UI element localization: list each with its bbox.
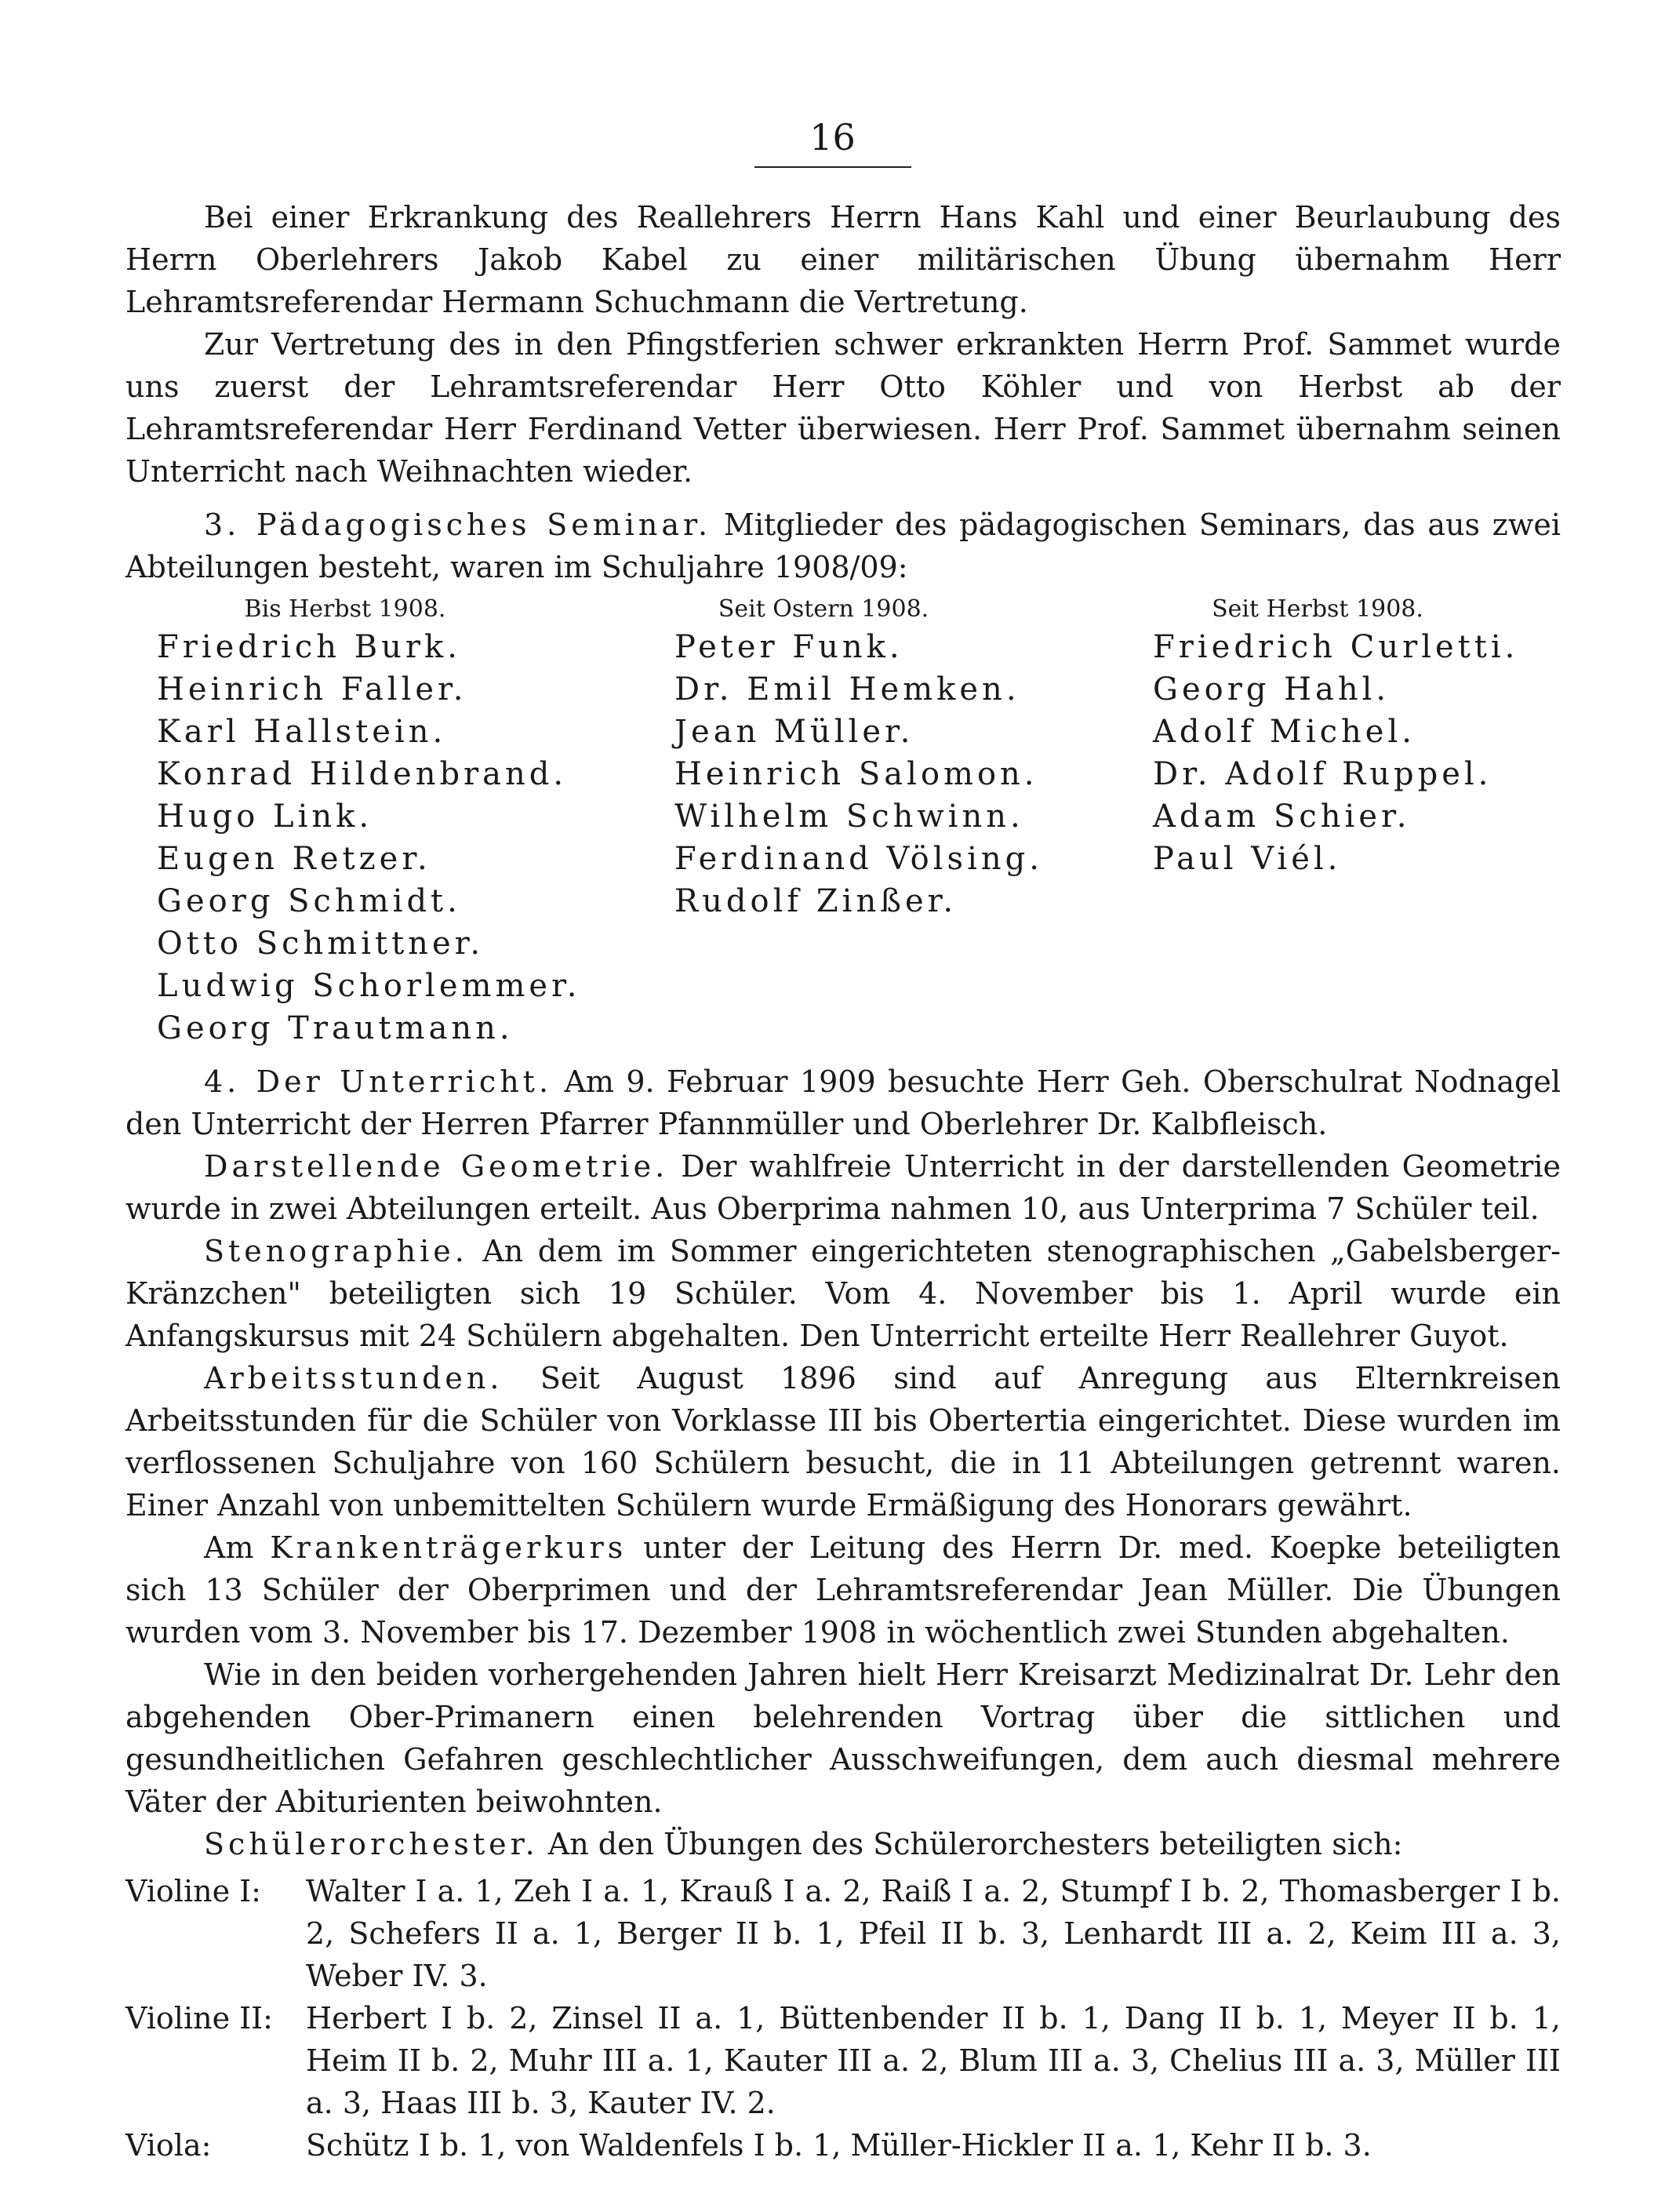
geometrie-text: Der wahlfreie Unterricht in der darstellenden Geometrie wurde in zwei Abteilungen erteilt. Aus Oberprima nahmen 10, aus Unterprima 7 Schüler teil.: [125, 1149, 1561, 1226]
orchester-text: An den Übungen des Schülerorchesters beteiligten sich:: [547, 1827, 1403, 1861]
seminar-text: Mitglieder des pädagogischen Seminars, das aus zwei Abteilungen besteht, waren im Schuljahre 1908/09:: [125, 508, 1561, 584]
instrument-label: Viola:: [125, 2128, 212, 2163]
paragraph-orchester: [125, 1823, 1561, 1865]
member-name: Hugo Link.: [157, 799, 373, 835]
paragraph-arbeitsstunden: [125, 1357, 1561, 1526]
seminar-column-bis-herbst: [125, 593, 674, 1050]
section-heading-seminar: 3. Pädagogisches Seminar.: [204, 508, 712, 542]
orchestra-row-viola: [125, 2124, 1561, 2167]
unterricht-text: Am 9. Februar 1909 besuchte Herr Geh. Oberschulrat Nodnagel den Unterricht der Herren Pfarrer Pfannmüller und Oberlehrer Dr. Kalbfleisch.: [125, 1064, 1561, 1141]
member-name: Jean Müller.: [674, 714, 914, 750]
instrument-players: Schütz I b. 1, von Waldenfels I b. 1, Müller-Hickler II a. 1, Kehr II b. 3.: [306, 2128, 1372, 2163]
arbeitsstunden-text: Seit August 1896 sind auf Anregung aus Elternkreisen Arbeitsstunden für die Schüler von Vorklasse III bis Obertertia eingerichtet. Diese wurden im verflossenen Schuljahre von 160 Schülern besucht, die in 11 Abteilungen getrennt waren. Einer Anzahl von unbemittelten Schülern wurde Ermäßigung des Honorars gewährt.: [125, 1361, 1561, 1523]
member-name: Ludwig Schorlemmer.: [157, 968, 581, 1004]
column-heading: Bis Herbst 1908.: [244, 595, 446, 623]
section-heading-orchester: Schülerorchester.: [204, 1827, 539, 1861]
member-name: Wilhelm Schwinn.: [674, 799, 1024, 835]
section-heading-arbeitsstunden: Arbeitsstunden.: [204, 1361, 503, 1395]
member-name: Konrad Hildenbrand.: [157, 756, 568, 792]
member-name: Georg Hahl.: [1153, 671, 1391, 708]
paragraph-vortrag: Wie in den beiden vorhergehenden Jahren hielt Herr Kreisarzt Medizinalrat Dr. Lehr den abgehenden Ober-Primanern einen belehrenden Vortrag über die sittlichen und gesundheitlichen Gefahren geschlechtlicher Ausschweifungen, dem auch diesmal mehrere Väter der Abiturienten beiwohnten.: [125, 1657, 1561, 1819]
member-name: Heinrich Faller.: [157, 671, 467, 708]
instrument-players: Walter I a. 1, Zeh I a. 1, Krauß I a. 2, Raiß I a. 2, Stumpf I b. 2, Thomasberger I b. 2, Schefers II a. 1, Berger II b. 1, Pfeil II b. 3, Lenhardt III a. 2, Keim III a. 3, Weber IV. 3.: [306, 1874, 1561, 1993]
seminar-column-seit-ostern: [674, 593, 1153, 1050]
section-heading-unterricht: 4. Der Unterricht.: [204, 1064, 553, 1099]
member-name: Dr. Emil Hemken.: [674, 671, 1020, 708]
paragraph-stenographie: [125, 1230, 1561, 1357]
orchestra-row-violine-2: [125, 1997, 1561, 2124]
seminar-column-seit-herbst: [1153, 593, 1561, 1050]
page-body: [125, 196, 1561, 2167]
member-name: Karl Hallstein.: [157, 714, 447, 750]
member-name: Georg Schmidt.: [157, 883, 461, 919]
member-name: Friedrich Curletti.: [1153, 629, 1519, 665]
member-name: Otto Schmittner.: [157, 926, 485, 962]
section-heading-krankentraeger: Krankenträgerkurs: [270, 1530, 627, 1565]
column-heading: Seit Herbst 1908.: [1212, 595, 1423, 623]
krankentraeger-text: unter der Leitung des Herrn Dr. med. Koepke beteiligten sich 13 Schüler der Oberprimen und der Lehramtsreferendar Jean Müller. Die Übungen wurden vom 3. November bis 17. Dezember 1908 in wöchentlich zwei Stunden abgehalten.: [125, 1530, 1561, 1650]
paragraph-krankentraeger: [125, 1526, 1561, 1654]
instrument-label: Violine I:: [125, 1874, 261, 1908]
orchestra-list: [125, 1870, 1561, 2167]
member-name: Adam Schier.: [1153, 799, 1411, 835]
stenographie-text: An dem im Sommer eingerichteten stenographischen „Gabelsberger-Kränzchen" beteiligten sich 19 Schüler. Vom 4. November bis 1. April wurde ein Anfangskursus mit 24 Schülern abgehalten. Den Unterricht erteilte Herr Reallehrer Guyot.: [125, 1234, 1561, 1353]
section-heading-stenographie: Stenographie.: [204, 1234, 468, 1268]
section-heading-geometrie: Darstellende Geometrie.: [204, 1149, 669, 1184]
member-name: Heinrich Salomon.: [674, 756, 1038, 792]
paragraph-vertretung-sammet: Zur Vertretung des in den Pfingstferien schwer erkrankten Herrn Prof. Sammet wurde uns zuerst der Lehramtsreferendar Herr Otto Köhler und von Herbst ab der Lehramtsreferendar Herr Ferdinand Vetter überwiesen. Herr Prof. Sammet übernahm seinen Unterricht nach Weihnachten wieder.: [125, 327, 1561, 489]
page-number: 16: [809, 116, 856, 158]
orchestra-row-violine-1: [125, 1870, 1561, 1997]
paragraph-seminar: [125, 504, 1561, 588]
member-name: Dr. Adolf Ruppel.: [1153, 756, 1492, 792]
instrument-players: Herbert I b. 2, Zinsel II a. 1, Büttenbender II b. 1, Dang II b. 1, Meyer II b. 1, Heim II b. 2, Muhr III a. 1, Kauter III a. 2, Blum III a. 3, Chelius III a. 3, Müller III a. 3, Haas III b. 3, Kauter IV. 2.: [306, 2001, 1561, 2120]
member-name: Friedrich Burk.: [157, 629, 461, 665]
member-name: Georg Trautmann.: [157, 1010, 514, 1046]
member-name: Paul Viél.: [1153, 841, 1342, 877]
member-name: Peter Funk.: [674, 629, 903, 665]
instrument-label: Violine II:: [125, 2001, 273, 2036]
column-heading: Seit Ostern 1908.: [718, 595, 929, 623]
member-name: Ferdinand Völsing.: [674, 841, 1043, 877]
paragraph-unterricht: [125, 1061, 1561, 1145]
paragraph-vertretung-kahl: Bei einer Erkrankung des Reallehrers Herrn Hans Kahl und einer Beurlaubung des Herrn Oberlehrers Jakob Kabel zu einer militärischen Übung übernahm Herr Lehramtsreferendar Hermann Schuchmann die Vertretung.: [125, 200, 1561, 319]
page-number-rule: [754, 166, 911, 168]
member-name: Rudolf Zinßer.: [674, 883, 958, 919]
krankentraeger-pre: Am: [204, 1530, 254, 1565]
member-name: Eugen Retzer.: [157, 841, 431, 877]
member-name: Adolf Michel.: [1153, 714, 1416, 750]
seminar-members-table: [125, 593, 1561, 1050]
paragraph-geometrie: [125, 1145, 1561, 1230]
